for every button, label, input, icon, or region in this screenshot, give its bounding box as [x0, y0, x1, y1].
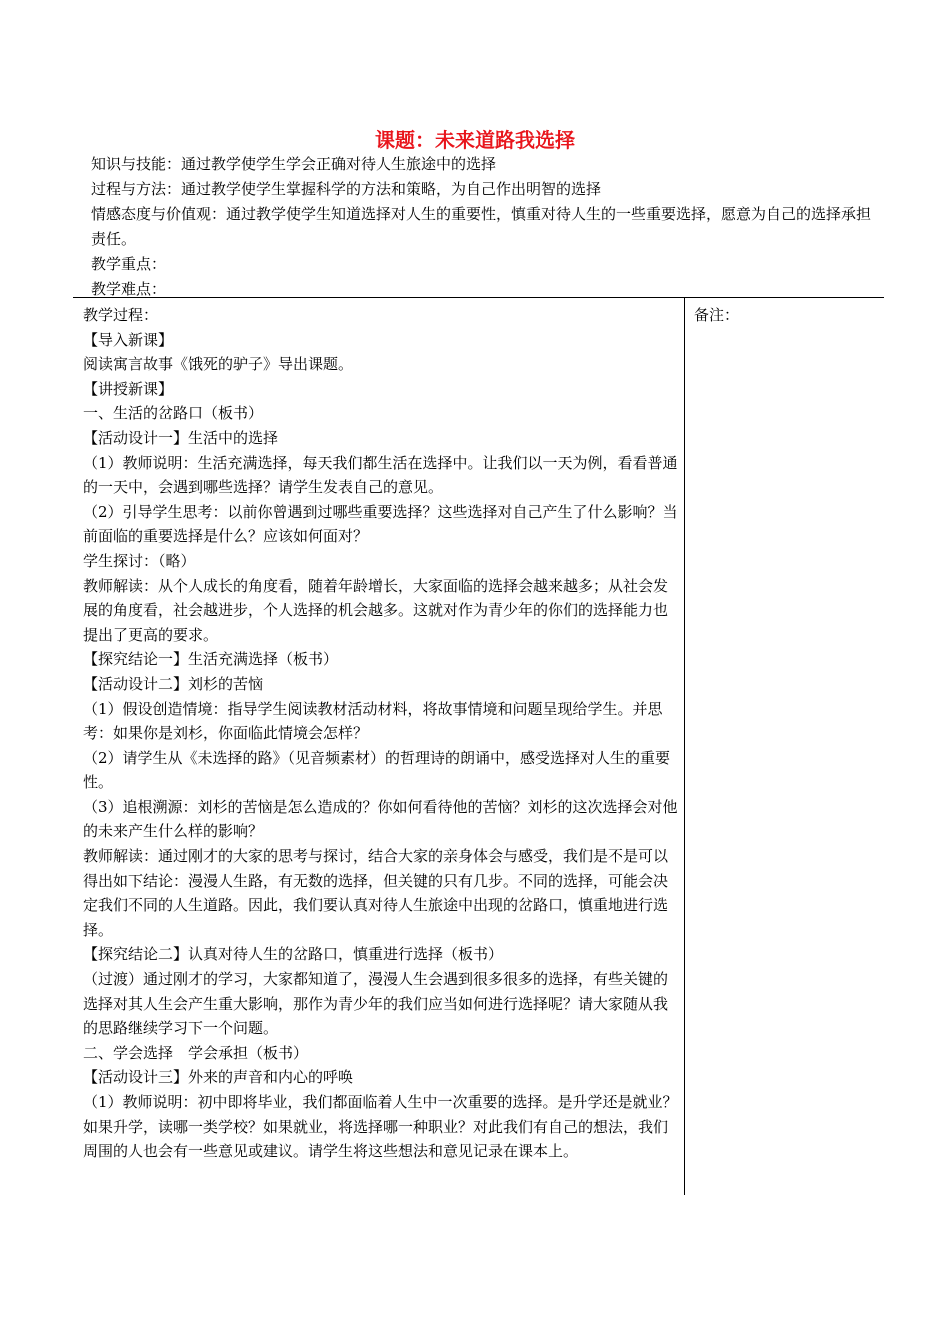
paragraph: 【活动设计二】刘杉的苦恼 [83, 674, 264, 693]
teaching-process [83, 303, 679, 1164]
paragraph: 教师解读：通过刚才的大家的思考与探讨，结合大家的亲身体会与感受，我们是不是可以得出如下结论：漫漫人生路，有无数的选择，但关键的只有几步。不同的选择，可能会决定我们不同的人生道路。因此，我们要认真对待人生旅途中出现的岔路口，慎重地进行选择。 [83, 847, 669, 939]
objective-emotion: 情感态度与价值观：通过教学使学生知道选择对人生的重要性，慎重对待人生的一些重要选择，愿意为自己的选择承担责任。 [91, 205, 872, 248]
paragraph: 教师解读：从个人成长的角度看，随着年龄增长，大家面临的选择会越来越多；从社会发展的角度看，社会越进步，个人选择的机会越多。这就对作为青少年的你们的选择能力也提出了更高的要求。 [83, 576, 669, 644]
paragraph: 【导入新课】 [83, 330, 174, 349]
paragraph: （1）假设创造情境：指导学生阅读教材活动材料，将故事情境和问题呈现给学生。并思考：如果你是刘杉，你面临此情境会怎样？ [83, 699, 663, 743]
table-top-rule [73, 297, 884, 298]
objectives-section [91, 152, 881, 302]
paragraph: （2）引导学生思考：以前你曾遇到过哪些重要选择？这些选择对自己产生了什么影响？当前面临的重要选择是什么？应该如何面对？ [83, 502, 678, 546]
paragraph: 【活动设计一】生活中的选择 [83, 428, 279, 447]
paragraph: 【探究结论一】生活充满选择（板书） [83, 650, 339, 669]
objective-knowledge: 知识与技能：通过教学使学生学会正确对待人生旅途中的选择 [91, 155, 497, 173]
column-divider [684, 297, 685, 1195]
paragraph: 二、学会选择 学会承担（板书） [83, 1043, 309, 1062]
notes-label: 备注： [694, 306, 740, 324]
key-point-label: 教学重点： [91, 255, 167, 273]
paragraph: 教学过程： [83, 306, 159, 324]
objective-process: 过程与方法：通过教学使学生掌握科学的方法和策略，为自己作出明智的选择 [91, 180, 602, 198]
paragraph: （1）教师说明：初中即将毕业，我们都面临着人生中一次重要的选择。是升学还是就业？如果升学，读哪一类学校？如果就业，将选择哪一种职业？对此我们有自己的想法，我们周围的人也会有一些意见或建议。请学生将这些想法和意见记录在课本上。 [83, 1093, 678, 1161]
paragraph: （1）教师说明：生活充满选择，每天我们都生活在选择中。让我们以一天为例，看看普通的一天中，会遇到哪些选择？请学生发表自己的意见。 [83, 453, 678, 497]
paragraph: （3）追根溯源：刘杉的苦恼是怎么造成的？你如何看待他的苦恼？刘杉的这次选择会对他的未来产生什么样的影响？ [83, 797, 678, 841]
paragraph: （2）请学生从《未选择的路》（见音频素材）的哲理诗的朗诵中，感受选择对人生的重要性。 [83, 748, 671, 792]
paragraph: 【活动设计三】外来的声音和内心的呼唤 [83, 1068, 354, 1087]
paragraph: 学生探讨：（略） [83, 551, 196, 570]
paragraph: 阅读寓言故事《饿死的驴子》导出课题。 [83, 355, 354, 374]
page-title: 课题：未来道路我选择 [375, 128, 575, 152]
paragraph: （过渡）通过刚才的学习，大家都知道了，漫漫人生会遇到很多很多的选择，有些关键的选择对其人生会产生重大影响，那作为青少年的我们应当如何进行选择呢？请大家随从我的思路继续学习下一个问题。 [83, 970, 669, 1038]
difficulty-label: 教学难点： [91, 280, 167, 298]
paragraph: 一、生活的岔路口（板书） [83, 404, 264, 423]
paragraph: 【探究结论二】认真对待人生的岔路口，慎重进行选择（板书） [83, 945, 504, 964]
paragraph: 【讲授新课】 [83, 379, 174, 398]
